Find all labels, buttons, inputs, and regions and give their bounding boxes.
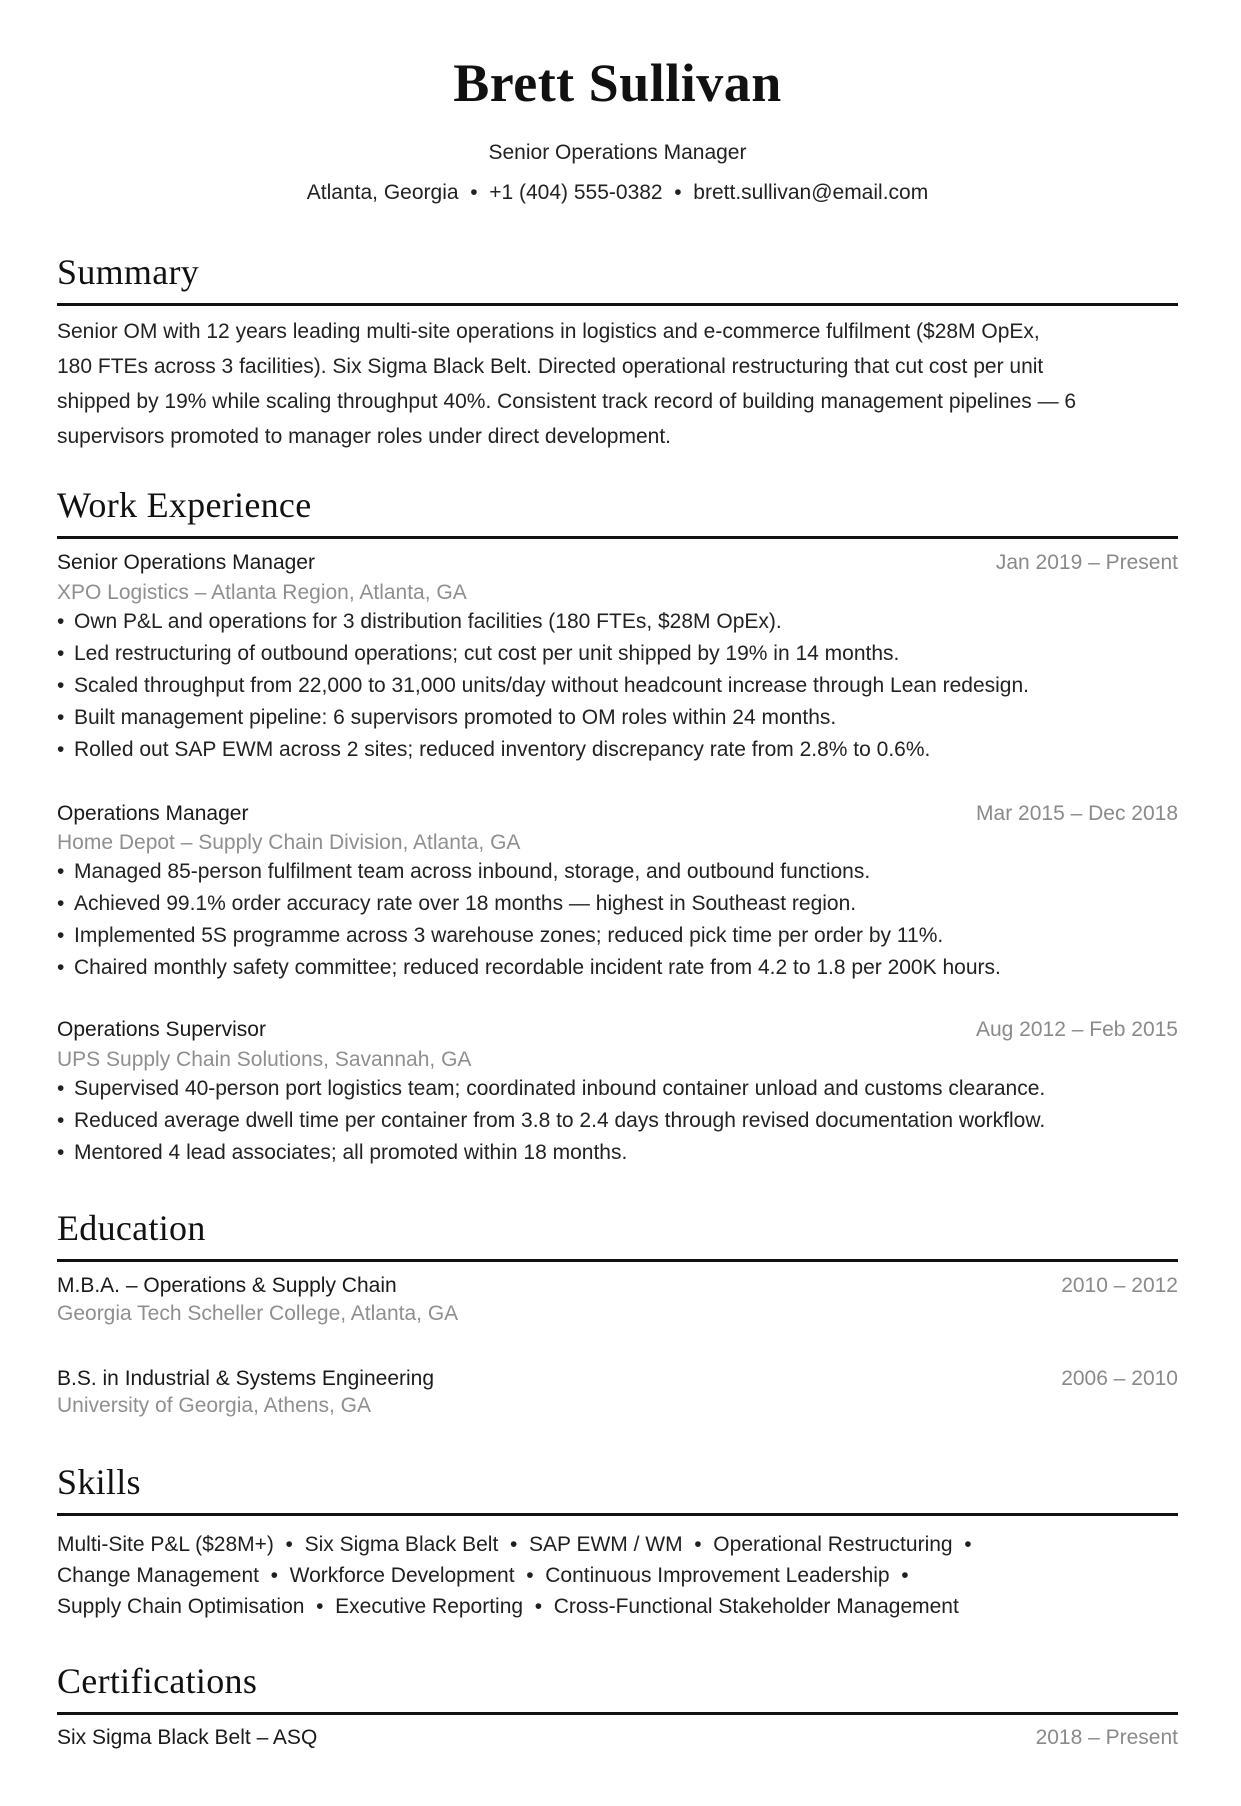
bullet-item: • Managed 85-person fulfilment team across inbound, storage, and outbound functions. xyxy=(57,856,1178,888)
job-dates: Mar 2015 – Dec 2018 xyxy=(976,802,1178,825)
job-entry xyxy=(57,801,1178,984)
section-skills xyxy=(57,1460,1178,1622)
bullet-item: • Rolled out SAP EWM across 2 sites; reduced inventory discrepancy rate from 2.8% to 0.6%. xyxy=(57,734,1178,766)
bullet-item: • Built management pipeline: 6 supervisors promoted to OM roles within 24 months. xyxy=(57,702,1178,734)
resume-header xyxy=(57,52,1178,205)
job-title: Senior Operations Manager xyxy=(57,551,315,574)
summary-line: Senior OM with 12 years leading multi-site operations in logistics and e-commerce fulfilment ($28M OpEx, xyxy=(57,320,1040,343)
job-bullets xyxy=(57,606,1178,766)
bullet-item: • Supervised 40-person port logistics team; coordinated inbound container unload and customs clearance. xyxy=(57,1073,1178,1105)
summary-line: 180 FTEs across 3 facilities). Six Sigma Black Belt. Directed operational restructuring that cut cost per unit xyxy=(57,355,1044,378)
work-experience-heading: Work Experience xyxy=(57,485,312,525)
education-dates: 2006 – 2010 xyxy=(1061,1367,1178,1390)
job-title: Operations Supervisor xyxy=(57,1018,266,1041)
bullet-item: • Own P&L and operations for 3 distribution facilities (180 FTEs, $28M OpEx). xyxy=(57,606,1178,638)
skills-heading: Skills xyxy=(57,1462,141,1502)
skills-line: Change Management • Workforce Development • Continuous Improvement Leadership • xyxy=(57,1564,909,1587)
certification-entry xyxy=(57,1725,1178,1751)
person-job-title: Senior Operations Manager xyxy=(488,141,747,164)
bullet-item: • Mentored 4 lead associates; all promoted within 18 months. xyxy=(57,1137,1178,1169)
section-rule xyxy=(57,536,1178,539)
job-company: Home Depot – Supply Chain Division, Atlanta, GA xyxy=(57,831,521,854)
job-title: Operations Manager xyxy=(57,802,249,825)
school-name: University of Georgia, Athens, GA xyxy=(57,1394,371,1417)
job-entry xyxy=(57,550,1178,766)
education-header-row xyxy=(57,1273,1178,1299)
bullet-item: • Chaired monthly safety committee; reduced recordable incident rate from 4.2 to 1.8 per 200K hours. xyxy=(57,952,1178,984)
resume-page xyxy=(0,52,1241,1751)
job-entry xyxy=(57,1017,1178,1169)
job-company: UPS Supply Chain Solutions, Savannah, GA xyxy=(57,1048,472,1071)
job-company: XPO Logistics – Atlanta Region, Atlanta, GA xyxy=(57,581,467,604)
skills-line: Supply Chain Optimisation • Executive Reporting • Cross-Functional Stakeholder Management xyxy=(57,1595,959,1618)
education-entry xyxy=(57,1366,1178,1419)
section-summary xyxy=(57,250,1178,454)
section-rule xyxy=(57,1259,1178,1262)
section-work-experience xyxy=(57,483,1178,1169)
bullet-item: • Achieved 99.1% order accuracy rate over 18 months — highest in Southeast region. xyxy=(57,888,1178,920)
person-name: Brett Sullivan xyxy=(453,53,782,113)
section-rule xyxy=(57,303,1178,306)
education-entry xyxy=(57,1273,1178,1327)
education-dates: 2010 – 2012 xyxy=(1061,1274,1178,1297)
job-dates: Jan 2019 – Present xyxy=(995,551,1178,574)
bullet-item: • Scaled throughput from 22,000 to 31,000 units/day without headcount increase through Lean redesign. xyxy=(57,670,1178,702)
job-header-row xyxy=(57,1017,1178,1043)
certification-dates: 2018 – Present xyxy=(1035,1726,1178,1749)
education-heading: Education xyxy=(57,1208,206,1248)
certifications-heading: Certifications xyxy=(57,1661,258,1701)
school-name: Georgia Tech Scheller College, Atlanta, GA xyxy=(57,1302,459,1325)
certification-header-row xyxy=(57,1725,1178,1751)
education-header-row xyxy=(57,1366,1178,1392)
section-certifications xyxy=(57,1659,1178,1751)
section-rule xyxy=(57,1712,1178,1715)
section-rule xyxy=(57,1513,1178,1516)
skills-list xyxy=(57,1529,1178,1622)
bullet-item: • Implemented 5S programme across 3 warehouse zones; reduced pick time per order by 11%. xyxy=(57,920,1178,952)
bullet-item: • Led restructuring of outbound operations; cut cost per unit shipped by 19% in 14 months. xyxy=(57,638,1178,670)
job-header-row xyxy=(57,550,1178,576)
summary-heading: Summary xyxy=(57,252,200,292)
certification-title: Six Sigma Black Belt – ASQ xyxy=(57,1726,318,1749)
bullet-item: • Reduced average dwell time per container from 3.8 to 2.4 days through revised documentation workflow. xyxy=(57,1105,1178,1137)
section-education xyxy=(57,1206,1178,1419)
summary-line: shipped by 19% while scaling throughput 40%. Consistent track record of building management pipelines — 6 xyxy=(57,390,1077,413)
job-bullets xyxy=(57,1073,1178,1169)
job-dates: Aug 2012 – Feb 2015 xyxy=(975,1018,1178,1041)
degree-title: B.S. in Industrial & Systems Engineering xyxy=(57,1367,435,1390)
job-bullets xyxy=(57,856,1178,984)
skills-line: Multi-Site P&L ($28M+) • Six Sigma Black Belt • SAP EWM / WM • Operational Restructuring • xyxy=(57,1533,972,1556)
contact-line: Atlanta, Georgia • +1 (404) 555-0382 • brett.sullivan@email.com xyxy=(306,181,929,204)
summary-paragraph xyxy=(57,314,1178,454)
job-header-row xyxy=(57,801,1178,827)
summary-line: supervisors promoted to manager roles under direct development. xyxy=(57,425,671,448)
degree-title: M.B.A. – Operations & Supply Chain xyxy=(57,1274,397,1297)
